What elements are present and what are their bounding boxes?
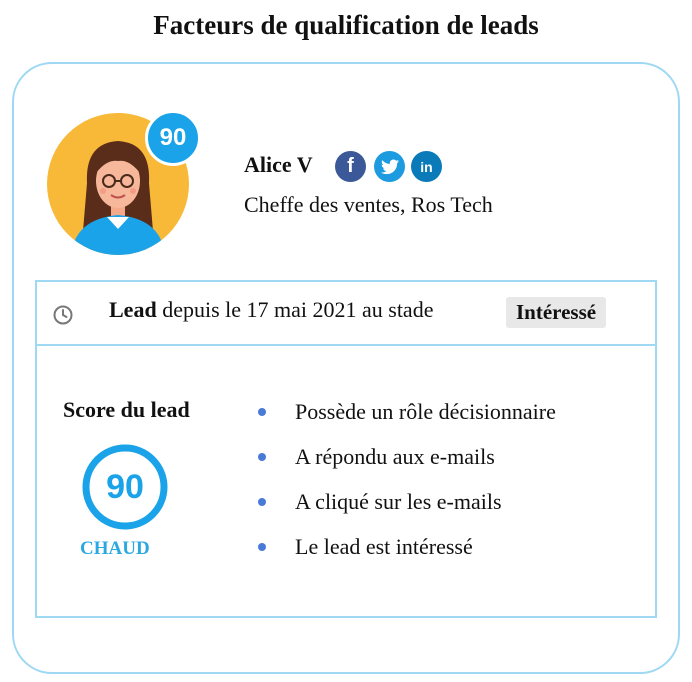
lead-status-text	[109, 297, 433, 323]
factor-text: Le lead est intéressé	[295, 534, 473, 559]
bullet-icon	[258, 498, 266, 506]
qualification-factors	[258, 397, 556, 577]
factor-item	[258, 532, 556, 577]
lead-word: Lead	[109, 297, 157, 322]
twitter-icon[interactable]	[374, 151, 405, 182]
factor-text: Possède un rôle décisionnaire	[295, 399, 556, 424]
factor-item	[258, 442, 556, 487]
lead-role: Cheffe des ventes, Ros Tech	[244, 192, 493, 217]
bullet-icon	[258, 453, 266, 461]
score-level: CHAUD	[80, 538, 150, 559]
linkedin-icon[interactable]: in	[411, 151, 442, 182]
bullet-icon	[258, 408, 266, 416]
page-title: Facteurs de qualification de leads	[153, 10, 539, 40]
factor-text: A répondu aux e-mails	[295, 444, 495, 469]
factor-text: A cliqué sur les e-mails	[295, 489, 502, 514]
score-label: Score du lead	[63, 397, 190, 422]
avatar	[47, 110, 193, 256]
clock-icon	[52, 304, 74, 326]
panel-divider	[35, 344, 657, 346]
score-badge: 90	[145, 110, 201, 166]
lead-name: Alice V	[244, 152, 313, 177]
bullet-icon	[258, 543, 266, 551]
lead-since: depuis le 17 mai 2021 au stade	[156, 297, 434, 322]
factor-item	[258, 487, 556, 532]
score-value: 90	[106, 467, 144, 506]
factor-item	[258, 397, 556, 442]
twitter-bird-glyph	[381, 159, 399, 175]
stage-badge: Intéressé	[506, 297, 606, 328]
facebook-icon[interactable]: f	[335, 151, 366, 182]
